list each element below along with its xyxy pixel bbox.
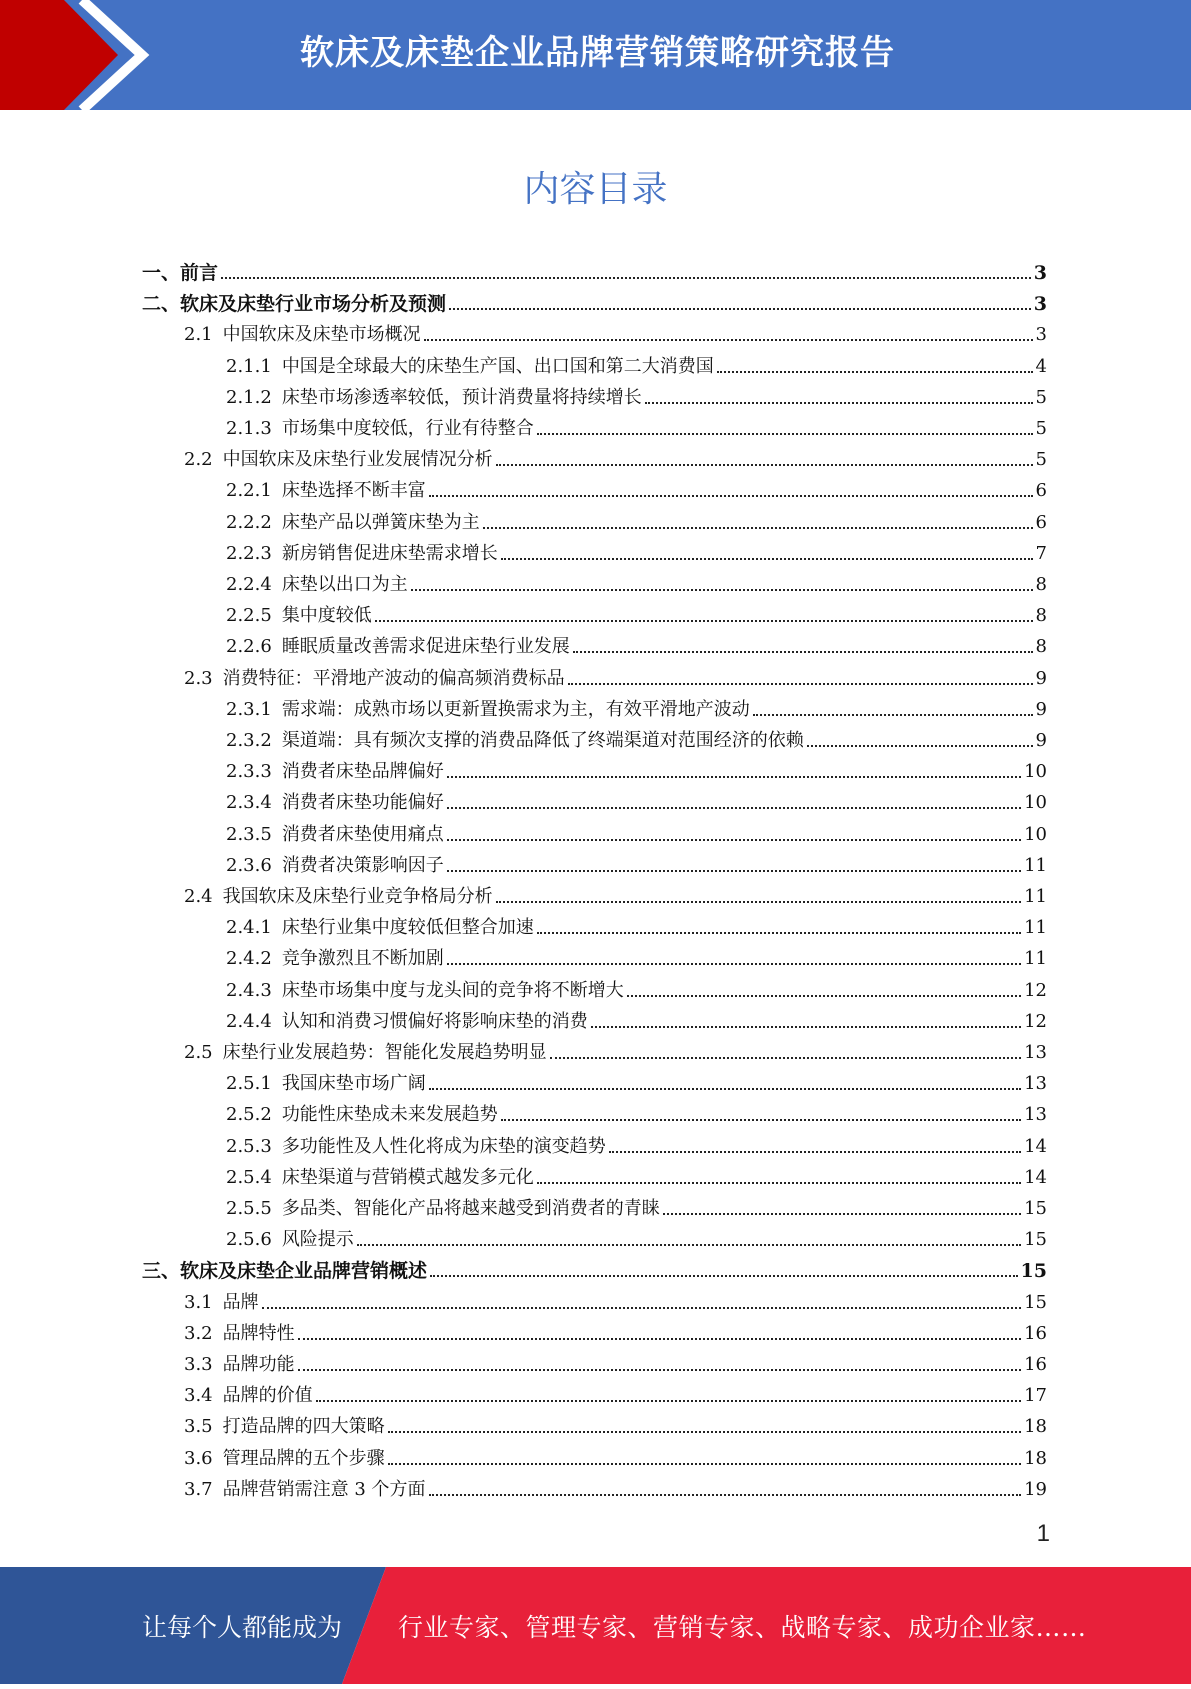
toc-entry-title: 前言 [180,262,219,284]
toc-entry[interactable] [226,1096,1047,1127]
toc-entry[interactable] [142,285,1047,316]
toc-entry[interactable] [142,254,1047,285]
toc-entry[interactable] [142,1252,1047,1283]
toc-dot-leader [573,651,1033,653]
toc-entry-number: 2.1.2 [226,386,272,408]
toc-entry[interactable] [226,472,1047,503]
toc-dot-leader [537,433,1033,435]
toc-entry-page: 5 [1035,449,1047,471]
toc-entry[interactable] [226,1128,1047,1159]
toc-entry[interactable] [226,972,1047,1003]
toc-entry-number: 3.3 [184,1354,213,1375]
toc-dot-leader [429,495,1033,497]
toc-entry-title: 竞争激烈且不断加剧 [281,948,444,970]
toc-entry-number: 2.3.4 [226,792,272,814]
toc-dot-leader [447,776,1021,778]
toc-entry[interactable] [184,1315,1047,1346]
toc-entry-page: 8 [1035,636,1047,658]
toc-dot-leader [447,870,1021,872]
toc-entry-number: 3.4 [184,1385,213,1407]
toc-entry-title: 中国软床及床垫行业发展情况分析 [222,449,493,471]
toc-entry-page: 12 [1024,979,1047,1001]
toc-entry-title: 管理品牌的五个步骤 [222,1447,385,1469]
toc-entry-page: 3 [1033,262,1047,284]
toc-entry[interactable] [184,660,1047,691]
toc-entry-number: 2.1.1 [226,355,272,377]
toc-dot-leader [663,1213,1021,1215]
toc-entry[interactable] [226,1159,1047,1190]
toc-entry-title: 中国软床及床垫市场概况 [222,324,421,346]
toc-dot-leader [449,308,1031,310]
toc-entry[interactable] [184,316,1047,347]
toc-entry-number: 3.1 [184,1291,213,1313]
toc-entry[interactable] [226,597,1047,628]
toc-entry[interactable] [226,535,1047,566]
toc-entry-number: 2.5.2 [226,1104,272,1126]
toc-entry-page: 9 [1035,698,1047,720]
toc-dot-leader [501,558,1033,560]
toc-dot-leader [496,901,1021,903]
toc-dot-leader [609,1151,1021,1153]
toc-dot-leader [568,683,1033,685]
toc-entry-title: 市场集中度较低，行业有待整合 [281,418,534,439]
toc-entry[interactable] [226,1190,1047,1221]
toc-entry-title: 消费者决策影响因子 [281,854,444,876]
toc-entry-number: 2.4.2 [226,948,272,970]
toc-entry-page: 16 [1024,1322,1047,1344]
toc-entry-number: 2.5.5 [226,1198,272,1219]
toc-dot-leader [447,963,1021,965]
toc-entry-page: 18 [1024,1416,1047,1438]
toc-entry-number: 2.1.3 [226,418,272,439]
toc-entry[interactable] [226,722,1047,753]
toc-entry-title: 床垫选择不断丰富 [281,480,426,502]
toc-entry[interactable] [226,784,1047,815]
toc-entry-number: 3.5 [184,1416,213,1438]
toc-entry-title: 多功能性及人性化将成为床垫的演变趋势 [281,1135,606,1157]
toc-entry[interactable] [226,847,1047,878]
toc-dot-leader [388,1463,1021,1465]
toc-entry-title: 新房销售促进床垫需求增长 [281,542,498,564]
toc-entry[interactable] [226,410,1047,441]
toc-entry-title: 床垫行业发展趋势：智能化发展趋势明显 [222,1042,547,1063]
toc-entry[interactable] [226,1003,1047,1034]
toc-entry-number: 2.3.2 [226,730,272,751]
toc-entry-title: 床垫市场渗透率较低，预计消费量将持续增长 [281,386,642,408]
toc-entry[interactable] [226,348,1047,379]
toc-entry-number: 2.2.2 [226,511,272,533]
toc-dot-leader [316,1400,1021,1402]
toc-entry[interactable] [226,1221,1047,1252]
toc-entry-page: 6 [1035,480,1047,502]
toc-entry-title: 品牌功能 [222,1354,295,1375]
toc-entry-title: 消费者床垫功能偏好 [281,792,444,814]
toc-entry-title: 床垫行业集中度较低但整合加速 [281,917,534,939]
toc-dot-leader [424,339,1033,341]
toc-entry-number: 2.4 [184,886,213,907]
toc-entry-page: 4 [1035,355,1047,377]
toc-dot-leader [262,1307,1021,1309]
toc-entry-page: 16 [1024,1354,1047,1375]
toc-entry-number: 2.2.6 [226,636,272,658]
toc-entry-page: 15 [1024,1291,1047,1313]
toc-entry-page: 18 [1024,1447,1047,1469]
toc-dot-leader [627,995,1021,997]
toc-entry-title: 认知和消费习惯偏好将影响床垫的消费 [281,1010,588,1032]
toc-entry-page: 11 [1024,948,1047,970]
toc-dot-leader [807,745,1033,747]
toc-dot-leader [375,620,1033,622]
toc-entry-number: 2.3.5 [226,823,272,845]
toc-entry-number: 2.3.1 [226,698,272,720]
toc-entry[interactable] [184,1440,1047,1471]
toc-entry[interactable] [184,1377,1047,1408]
toc-entry-number: 2.5.1 [226,1073,272,1095]
toc-entry-page: 15 [1024,1229,1047,1251]
header-arrow-graphic [0,0,160,110]
toc-entry-page: 7 [1035,542,1047,564]
toc-entry[interactable] [226,1065,1047,1096]
toc-entry-page: 9 [1035,667,1047,689]
toc-entry-page: 12 [1024,1010,1047,1032]
toc-dot-leader [429,1088,1021,1090]
toc-entry-title: 渠道端：具有频次支撑的消费品降低了终端渠道对范围经济的依赖 [281,730,804,751]
toc-dot-leader [447,807,1021,809]
toc-entry-page: 10 [1024,761,1047,783]
toc-entry[interactable] [226,628,1047,659]
toc-dot-leader [645,402,1033,404]
toc-entry-number: 2.3 [184,667,213,689]
toc-entry-title: 消费者床垫品牌偏好 [281,761,444,783]
toc-entry-page: 13 [1024,1104,1047,1126]
toc-entry-title: 消费者床垫使用痛点 [281,823,444,845]
toc-entry-page: 15 [1024,1198,1047,1219]
toc-dot-leader [388,1431,1021,1433]
toc-dot-leader [221,277,1031,279]
toc-entry-title: 风险提示 [281,1229,354,1251]
toc-entry-page: 6 [1035,511,1047,533]
toc-entry[interactable] [226,909,1047,940]
toc-entry-page: 13 [1024,1073,1047,1095]
toc-entry-number: 2.2.4 [226,574,272,595]
toc-entry-title: 多品类、智能化产品将越来越受到消费者的青睐 [281,1198,660,1219]
toc-dot-leader [537,932,1021,934]
toc-entry-page: 17 [1024,1385,1047,1407]
toc-entry[interactable] [226,816,1047,847]
toc-entry-page: 14 [1024,1135,1047,1157]
toc-entry-number: 2.2.5 [226,605,272,627]
toc-entry[interactable] [184,1471,1047,1502]
toc-entry[interactable] [226,691,1047,722]
toc-entry-number: 3.7 [184,1478,213,1500]
toc-entry-title: 品牌特性 [222,1322,295,1344]
toc-dot-leader [447,839,1021,841]
toc-entry-page: 5 [1035,386,1047,408]
toc-entry-page: 13 [1024,1042,1047,1063]
toc-entry-page: 19 [1024,1478,1047,1500]
toc-entry[interactable] [226,379,1047,410]
toc-entry-number: 2.5.6 [226,1229,272,1251]
toc-entry-title: 消费特征：平滑地产波动的偏高频消费标品 [222,667,565,689]
toc-dot-leader [537,1182,1021,1184]
toc-entry[interactable] [184,441,1047,472]
toc-entry-page: 8 [1035,574,1047,595]
toc-dot-leader [717,371,1033,373]
toc-dot-leader [430,1275,1018,1277]
toc-entry-number: 2.2.1 [226,480,272,502]
toc-entry-page: 5 [1035,418,1047,439]
toc-entry-title: 品牌营销需注意 3 个方面 [222,1478,426,1500]
toc-entry-title: 软床及床垫行业市场分析及预测 [180,293,447,316]
toc-dot-leader [357,1244,1021,1246]
toc-entry-title: 床垫渠道与营销模式越发多元化 [281,1166,534,1188]
toc-entry-title: 床垫市场集中度与龙头间的竞争将不断增大 [281,979,624,1001]
toc-entry[interactable] [226,504,1047,535]
page-number: 1 [1036,1520,1050,1547]
toc-entry-number: 2.2.3 [226,542,272,564]
toc-entry-number: 三、 [142,1260,181,1283]
toc-entry-number: 2.4.1 [226,917,272,939]
footer-banner [0,1567,1191,1684]
toc-entry-title: 打造品牌的四大策略 [222,1416,385,1438]
toc-entry-number: 3.6 [184,1447,213,1469]
toc-dot-leader [298,1369,1021,1371]
toc-entry-number: 2.3.3 [226,761,272,783]
toc-entry-page: 15 [1020,1260,1047,1283]
toc-dot-leader [496,464,1033,466]
header-banner [0,0,1191,110]
toc-dot-leader [298,1338,1021,1340]
toc-entry-page: 8 [1035,605,1047,627]
toc-entry-number: 2.1 [184,324,213,346]
toc-dot-leader [501,1119,1021,1121]
toc-entry-title: 品牌的价值 [222,1385,313,1407]
toc-heading: 内容目录 [523,169,668,210]
toc-entry-page: 3 [1033,293,1047,316]
toc-entry-number: 3.2 [184,1322,213,1344]
toc-entry-number: 2.2 [184,449,213,471]
toc-entry-page: 10 [1024,823,1047,845]
toc-entry-number: 2.3.6 [226,854,272,876]
toc-entry-number: 2.5.3 [226,1135,272,1157]
toc-entry-page: 3 [1035,324,1047,346]
toc-entry-number: 二、 [142,293,181,316]
toc-entry[interactable] [184,1284,1047,1315]
footer-slogan-right: 行业专家、管理专家、营销专家、战略专家、成功企业家…… [398,1613,1087,1642]
toc-entry[interactable] [184,1408,1047,1439]
toc-entry-number: 一、 [142,262,181,284]
toc-entry-page: 11 [1024,917,1047,939]
toc-entry-number: 2.5.4 [226,1166,272,1188]
toc-entry-title: 功能性床垫成未来发展趋势 [281,1104,498,1126]
footer-slogan-left: 让每个人都能成为 [142,1613,343,1642]
toc-entry-title: 集中度较低 [281,605,372,627]
toc-entry-page: 14 [1024,1166,1047,1188]
toc-entry-number: 2.4.3 [226,979,272,1001]
toc-entry[interactable] [184,878,1047,909]
toc-entry[interactable] [226,940,1047,971]
toc-entry-number: 2.4.4 [226,1010,272,1032]
toc-dot-leader [411,589,1033,591]
toc-dot-leader [429,1494,1022,1496]
toc-entry[interactable] [184,1034,1047,1065]
toc-entry-title: 需求端：成熟市场以更新置换需求为主，有效平滑地产波动 [281,698,750,720]
toc-dot-leader [753,714,1033,716]
toc-entry[interactable] [226,753,1047,784]
toc-entry-title: 床垫产品以弹簧床垫为主 [281,511,480,533]
toc-entry-title: 中国是全球最大的床垫生产国、出口国和第二大消费国 [281,355,714,377]
toc-dot-leader [550,1057,1021,1059]
toc-entry[interactable] [184,1346,1047,1377]
toc-entry[interactable] [226,566,1047,597]
toc-entry-page: 9 [1035,730,1047,751]
toc-dot-leader [483,527,1033,529]
toc-entry-title: 软床及床垫企业品牌营销概述 [180,1260,428,1283]
toc-entry-title: 睡眠质量改善需求促进床垫行业发展 [281,636,570,658]
toc-dot-leader [591,1026,1021,1028]
toc-entry-title: 品牌 [222,1291,259,1313]
toc-entry-page: 11 [1024,854,1047,876]
report-title: 软床及床垫企业品牌营销策略研究报告 [300,33,895,73]
toc-entry-title: 我国床垫市场广阔 [281,1073,426,1095]
toc-entry-page: 10 [1024,792,1047,814]
toc-entry-title: 床垫以出口为主 [281,574,408,595]
toc-entry-number: 2.5 [184,1042,213,1063]
toc-entry-page: 11 [1024,886,1047,907]
toc-entry-title: 我国软床及床垫行业竞争格局分析 [222,886,493,907]
